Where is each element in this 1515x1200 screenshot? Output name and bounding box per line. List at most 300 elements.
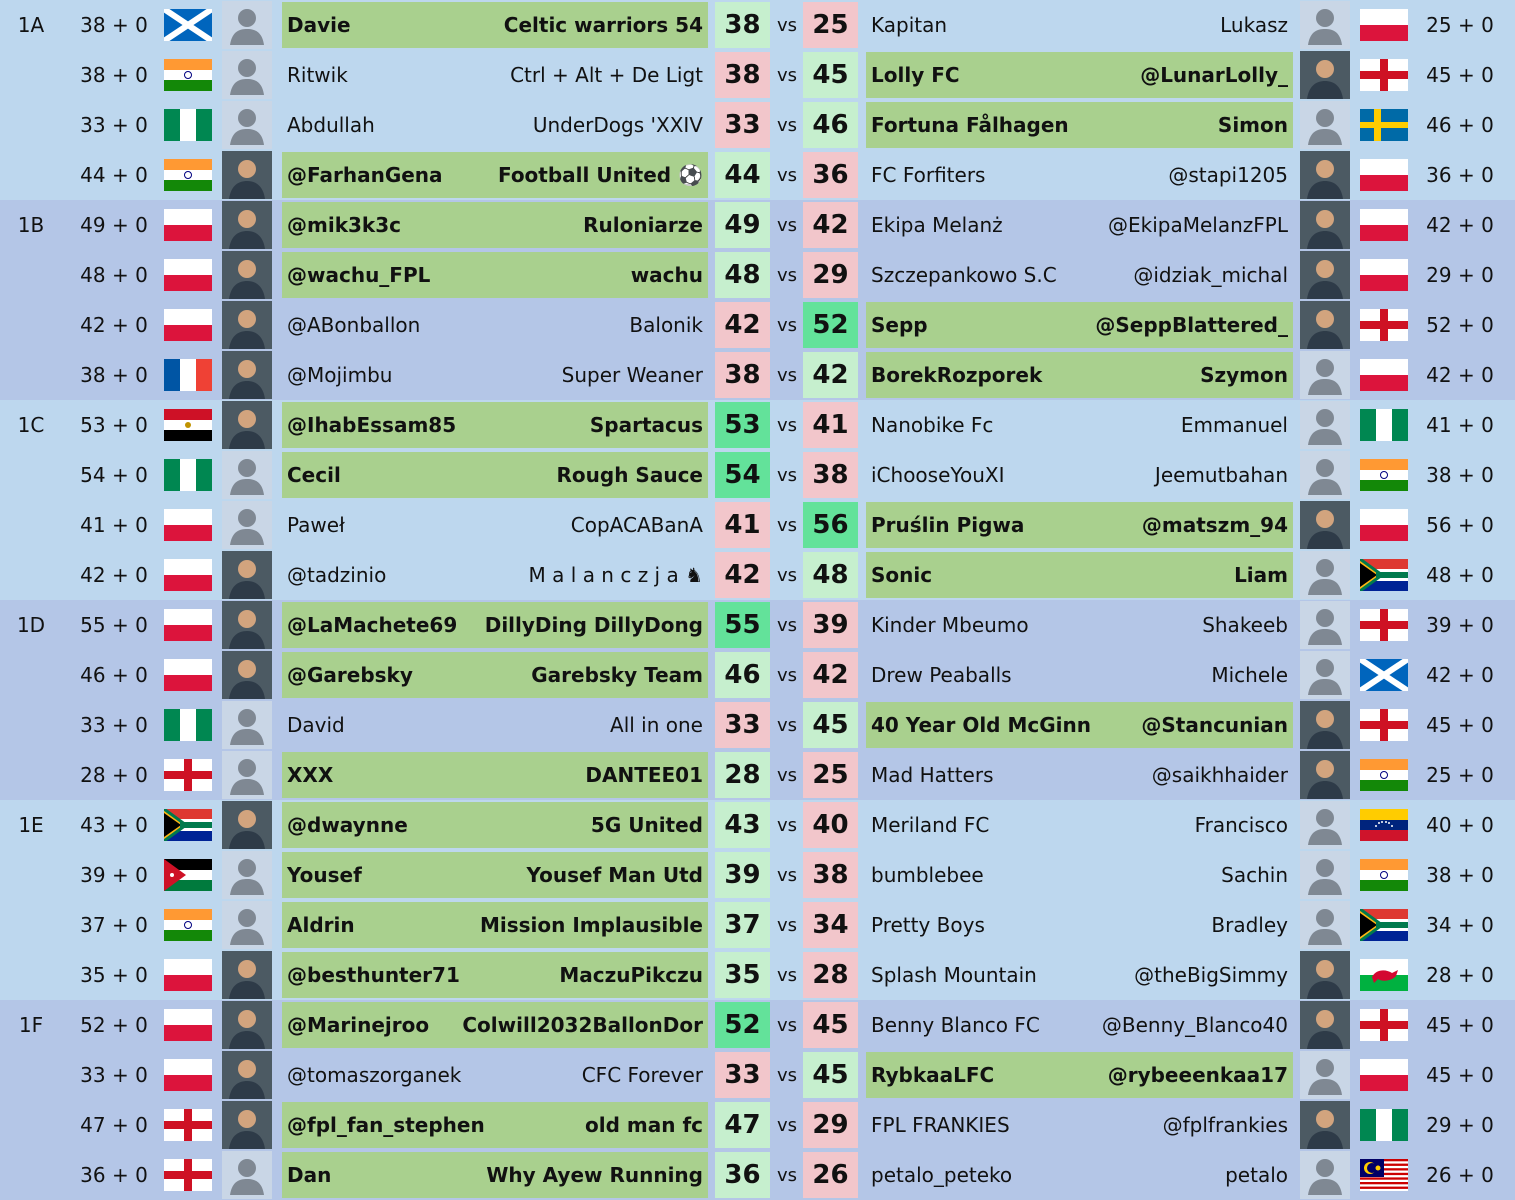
away-team-name: Pruślin Pigwa [871, 513, 1025, 537]
home-flag-nigeria [164, 109, 212, 141]
away-manager-name: @rybeeenkaa17 [1107, 1063, 1288, 1087]
home-entry[interactable] [282, 352, 708, 398]
home-manager-name: Yousef [287, 863, 362, 887]
away-flag-poland [1360, 259, 1408, 291]
home-points: 33 [715, 1052, 770, 1098]
away-flag-poland [1360, 359, 1408, 391]
home-team-name: Ctrl + Alt + De Ligt [510, 63, 703, 87]
home-points: 28 [715, 752, 770, 798]
home-default-avatar-icon [222, 701, 272, 749]
home-points: 55 [715, 602, 770, 648]
match-row [0, 0, 1515, 50]
home-total-score: 38 + 0 [80, 363, 148, 387]
home-total-score: 52 + 0 [80, 1013, 148, 1037]
home-manager-name: @tadzinio [287, 563, 387, 587]
vs-label: vs [776, 164, 798, 186]
away-photo-avatar [1300, 951, 1350, 999]
away-default-avatar-icon [1300, 401, 1350, 449]
group-label: 1B [17, 213, 45, 237]
home-team-name: Super Weaner [561, 363, 703, 387]
home-default-avatar-icon [222, 501, 272, 549]
away-manager-name: @LunarLolly_ [1140, 63, 1288, 87]
match-row [0, 700, 1515, 750]
match-row [0, 650, 1515, 700]
home-flag-poland [164, 959, 212, 991]
group-label [0, 950, 62, 1000]
away-flag-england [1360, 309, 1408, 341]
home-default-avatar-icon [222, 1151, 272, 1199]
away-team-name: Kinder Mbeumo [871, 613, 1029, 637]
away-flag-malaysia [1360, 1159, 1408, 1191]
home-total-score: 33 + 0 [80, 1063, 148, 1087]
away-entry[interactable] [866, 1102, 1293, 1148]
away-total-score: 39 + 0 [1426, 613, 1494, 637]
away-manager-name: Bradley [1211, 913, 1288, 937]
home-team-name: Colwill2032BallonDor [462, 1013, 703, 1037]
home-entry[interactable] [282, 402, 708, 448]
home-team-name: CFC Forever [581, 1063, 703, 1087]
home-photo-avatar [222, 201, 272, 249]
home-team-name: wachu [630, 263, 703, 287]
home-total-score: 55 + 0 [80, 613, 148, 637]
home-entry[interactable] [282, 52, 708, 98]
away-manager-name: @fplfrankies [1162, 1113, 1288, 1137]
home-points: 33 [715, 102, 770, 148]
away-photo-avatar [1300, 751, 1350, 799]
vs-label: vs [776, 314, 798, 336]
vs-label: vs [776, 14, 798, 36]
match-row [0, 150, 1515, 200]
home-flag-jordan [164, 859, 212, 891]
away-manager-name: @matszm_94 [1141, 513, 1288, 537]
away-points: 42 [803, 652, 858, 698]
home-flag-south-africa [164, 809, 212, 841]
home-entry[interactable] [282, 952, 708, 998]
away-flag-south-africa [1360, 559, 1408, 591]
away-entry[interactable] [866, 602, 1293, 648]
group-label: 1A [17, 13, 45, 37]
home-entry[interactable] [282, 1152, 708, 1198]
home-entry[interactable] [282, 452, 708, 498]
home-entry[interactable] [282, 502, 708, 548]
away-entry[interactable] [866, 202, 1293, 248]
away-points: 38 [803, 452, 858, 498]
home-flag-india [164, 909, 212, 941]
home-manager-name: @tomaszorganek [287, 1063, 462, 1087]
away-entry[interactable] [866, 102, 1293, 148]
away-flag-south-africa [1360, 909, 1408, 941]
group-label [0, 650, 62, 700]
away-team-name: Sepp [871, 313, 928, 337]
away-default-avatar-icon [1300, 551, 1350, 599]
away-points: 56 [803, 502, 858, 548]
away-flag-nigeria [1360, 1109, 1408, 1141]
home-photo-avatar [222, 301, 272, 349]
vs-label: vs [776, 1164, 798, 1186]
away-flag-sweden [1360, 109, 1408, 141]
home-photo-avatar [222, 251, 272, 299]
away-flag-poland [1360, 209, 1408, 241]
home-points: 39 [715, 852, 770, 898]
away-entry[interactable] [866, 902, 1293, 948]
away-manager-name: Sachin [1221, 863, 1288, 887]
away-manager-name: Liam [1234, 563, 1288, 587]
home-team-name: Why Ayew Running [486, 1163, 703, 1187]
vs-label: vs [776, 514, 798, 536]
home-manager-name: @FarhanGena [287, 163, 443, 187]
home-manager-name: @fpl_fan_stephen [287, 1113, 485, 1137]
match-row [0, 800, 1515, 850]
match-row [0, 350, 1515, 400]
group-label [0, 250, 62, 300]
home-photo-avatar [222, 801, 272, 849]
away-manager-name: Emmanuel [1180, 413, 1288, 437]
home-entry[interactable] [282, 302, 708, 348]
home-points: 47 [715, 1102, 770, 1148]
match-row [0, 400, 1515, 450]
away-entry[interactable] [866, 252, 1293, 298]
group-label [0, 1100, 62, 1150]
home-flag-poland [164, 1059, 212, 1091]
home-total-score: 35 + 0 [80, 963, 148, 987]
match-row [0, 600, 1515, 650]
away-total-score: 45 + 0 [1426, 63, 1494, 87]
away-manager-name: Shakeeb [1202, 613, 1288, 637]
home-team-name: MaczuPikczu [559, 963, 703, 987]
group-label [0, 150, 62, 200]
away-photo-avatar [1300, 1001, 1350, 1049]
group-label [0, 50, 62, 100]
away-total-score: 29 + 0 [1426, 263, 1494, 287]
match-row [0, 750, 1515, 800]
away-entry[interactable] [866, 502, 1293, 548]
away-photo-avatar [1300, 301, 1350, 349]
away-team-name: Lolly FC [871, 63, 960, 87]
away-points: 25 [803, 2, 858, 48]
away-entry[interactable] [866, 702, 1293, 748]
home-photo-avatar [222, 1001, 272, 1049]
away-manager-name: @stapi1205 [1168, 163, 1288, 187]
away-entry[interactable] [866, 852, 1293, 898]
home-entry[interactable] [282, 1052, 708, 1098]
home-entry[interactable] [282, 752, 708, 798]
away-entry[interactable] [866, 302, 1293, 348]
home-manager-name: Davie [287, 13, 351, 37]
match-row [0, 100, 1515, 150]
away-entry[interactable] [866, 802, 1293, 848]
away-flag-india [1360, 859, 1408, 891]
away-team-name: Drew Peaballs [871, 663, 1012, 687]
away-entry[interactable] [866, 652, 1293, 698]
match-row [0, 950, 1515, 1000]
home-points: 38 [715, 52, 770, 98]
home-total-score: 49 + 0 [80, 213, 148, 237]
away-entry[interactable] [866, 152, 1293, 198]
away-total-score: 40 + 0 [1426, 813, 1494, 837]
away-photo-avatar [1300, 51, 1350, 99]
match-row [0, 300, 1515, 350]
away-total-score: 41 + 0 [1426, 413, 1494, 437]
home-entry[interactable] [282, 802, 708, 848]
match-row [0, 450, 1515, 500]
away-total-score: 45 + 0 [1426, 1013, 1494, 1037]
group-label [0, 700, 62, 750]
away-entry[interactable] [866, 2, 1293, 48]
away-points: 48 [803, 552, 858, 598]
away-photo-avatar [1300, 1101, 1350, 1149]
home-team-name: All in one [610, 713, 703, 737]
home-default-avatar-icon [222, 851, 272, 899]
vs-label: vs [776, 764, 798, 786]
away-default-avatar-icon [1300, 801, 1350, 849]
away-team-name: Splash Mountain [871, 963, 1037, 987]
home-entry[interactable] [282, 202, 708, 248]
home-team-name: DillyDing DillyDong [484, 613, 703, 637]
home-team-name: Mission Implausible [479, 913, 703, 937]
home-manager-name: @LaMachete69 [287, 613, 458, 637]
home-manager-name: @dwaynne [287, 813, 408, 837]
away-flag-venezuela [1360, 809, 1408, 841]
away-team-name: Benny Blanco FC [871, 1013, 1040, 1037]
home-manager-name: XXX [287, 763, 334, 787]
home-entry[interactable] [282, 602, 708, 648]
home-points: 43 [715, 802, 770, 848]
vs-label: vs [776, 564, 798, 586]
home-total-score: 46 + 0 [80, 663, 148, 687]
home-entry[interactable] [282, 152, 708, 198]
away-points: 45 [803, 52, 858, 98]
away-flag-poland [1360, 509, 1408, 541]
group-label [0, 550, 62, 600]
away-entry[interactable] [866, 352, 1293, 398]
away-manager-name: Szymon [1200, 363, 1288, 387]
home-entry[interactable] [282, 852, 708, 898]
home-default-avatar-icon [222, 451, 272, 499]
vs-label: vs [776, 1014, 798, 1036]
home-flag-poland [164, 609, 212, 641]
home-team-name: M a l a n c z j a ♞ [528, 563, 703, 587]
away-entry[interactable] [866, 402, 1293, 448]
away-manager-name: @Benny_Blanco40 [1101, 1013, 1288, 1037]
home-flag-poland [164, 559, 212, 591]
home-total-score: 38 + 0 [80, 63, 148, 87]
home-points: 52 [715, 1002, 770, 1048]
home-photo-avatar [222, 651, 272, 699]
home-photo-avatar [222, 151, 272, 199]
home-flag-poland [164, 659, 212, 691]
away-points: 29 [803, 252, 858, 298]
group-label: 1E [18, 813, 44, 837]
match-row [0, 200, 1515, 250]
away-manager-name: Jeemutbahan [1154, 463, 1288, 487]
match-row [0, 500, 1515, 550]
group-label [0, 100, 62, 150]
away-total-score: 26 + 0 [1426, 1163, 1494, 1187]
away-entry[interactable] [866, 952, 1293, 998]
away-entry[interactable] [866, 552, 1293, 598]
home-entry[interactable] [282, 2, 708, 48]
home-photo-avatar [222, 351, 272, 399]
home-manager-name: @mik3k3c [287, 213, 401, 237]
home-team-name: Yousef Man Utd [526, 863, 703, 887]
match-row [0, 550, 1515, 600]
away-team-name: Szczepankowo S.C [871, 263, 1057, 287]
home-team-name: Ruloniarze [583, 213, 703, 237]
home-flag-england [164, 1109, 212, 1141]
home-photo-avatar [222, 551, 272, 599]
home-entry[interactable] [282, 902, 708, 948]
away-default-avatar-icon [1300, 601, 1350, 649]
away-entry[interactable] [866, 52, 1293, 98]
away-entry[interactable] [866, 1152, 1293, 1198]
away-total-score: 25 + 0 [1426, 13, 1494, 37]
home-manager-name: @Mojimbu [287, 363, 393, 387]
away-flag-england [1360, 59, 1408, 91]
home-entry[interactable] [282, 702, 708, 748]
home-total-score: 33 + 0 [80, 713, 148, 737]
away-team-name: petalo_peteko [871, 1163, 1013, 1187]
vs-label: vs [776, 414, 798, 436]
away-flag-nigeria [1360, 409, 1408, 441]
away-manager-name: Michele [1211, 663, 1288, 687]
away-default-avatar-icon [1300, 451, 1350, 499]
away-photo-avatar [1300, 701, 1350, 749]
away-points: 40 [803, 802, 858, 848]
away-flag-poland [1360, 1059, 1408, 1091]
away-flag-scotland [1360, 659, 1408, 691]
home-flag-poland [164, 1009, 212, 1041]
home-team-name: Garebsky Team [531, 663, 703, 687]
home-points: 38 [715, 2, 770, 48]
home-entry[interactable] [282, 102, 708, 148]
group-label [0, 1150, 62, 1200]
home-flag-poland [164, 509, 212, 541]
home-default-avatar-icon [222, 101, 272, 149]
away-points: 45 [803, 1002, 858, 1048]
home-flag-poland [164, 309, 212, 341]
home-entry[interactable] [282, 1102, 708, 1148]
vs-label: vs [776, 64, 798, 86]
home-manager-name: @Marinejroo [287, 1013, 430, 1037]
home-total-score: 28 + 0 [80, 763, 148, 787]
away-flag-india [1360, 759, 1408, 791]
home-photo-avatar [222, 401, 272, 449]
away-entry[interactable] [866, 1052, 1293, 1098]
away-team-name: RybkaaLFC [871, 1063, 995, 1087]
away-total-score: 42 + 0 [1426, 213, 1494, 237]
home-total-score: 54 + 0 [80, 463, 148, 487]
home-total-score: 41 + 0 [80, 513, 148, 537]
home-manager-name: @Garebsky [287, 663, 413, 687]
away-points: 42 [803, 352, 858, 398]
vs-label: vs [776, 464, 798, 486]
home-photo-avatar [222, 1101, 272, 1149]
away-total-score: 48 + 0 [1426, 563, 1494, 587]
match-row [0, 1050, 1515, 1100]
home-total-score: 44 + 0 [80, 163, 148, 187]
away-points: 52 [803, 302, 858, 348]
home-manager-name: @wachu_FPL [287, 263, 431, 287]
home-flag-nigeria [164, 459, 212, 491]
away-flag-poland [1360, 159, 1408, 191]
home-total-score: 43 + 0 [80, 813, 148, 837]
home-points: 35 [715, 952, 770, 998]
away-photo-avatar [1300, 501, 1350, 549]
away-default-avatar-icon [1300, 901, 1350, 949]
away-default-avatar-icon [1300, 1051, 1350, 1099]
away-manager-name: @idziak_michal [1133, 263, 1288, 287]
away-entry[interactable] [866, 752, 1293, 798]
home-entry[interactable] [282, 1002, 708, 1048]
away-flag-england [1360, 1009, 1408, 1041]
home-manager-name: Abdullah [287, 113, 375, 137]
home-flag-india [164, 59, 212, 91]
match-row [0, 900, 1515, 950]
away-manager-name: @Stancunian [1141, 713, 1288, 737]
away-points: 25 [803, 752, 858, 798]
group-label [0, 850, 62, 900]
away-manager-name: petalo [1225, 1163, 1288, 1187]
home-photo-avatar [222, 1051, 272, 1099]
away-flag-poland [1360, 9, 1408, 41]
home-points: 36 [715, 1152, 770, 1198]
home-entry[interactable] [282, 252, 708, 298]
away-default-avatar-icon [1300, 651, 1350, 699]
vs-label: vs [776, 714, 798, 736]
away-manager-name: Simon [1217, 113, 1288, 137]
vs-label: vs [776, 364, 798, 386]
away-total-score: 45 + 0 [1426, 713, 1494, 737]
group-label [0, 500, 62, 550]
vs-label: vs [776, 864, 798, 886]
away-total-score: 42 + 0 [1426, 663, 1494, 687]
home-entry[interactable] [282, 552, 708, 598]
home-total-score: 42 + 0 [80, 563, 148, 587]
match-row [0, 850, 1515, 900]
group-label: 1C [17, 413, 45, 437]
away-team-name: Sonic [871, 563, 933, 587]
away-entry[interactable] [866, 452, 1293, 498]
away-total-score: 52 + 0 [1426, 313, 1494, 337]
home-team-name: Football United ⚽ [497, 163, 703, 187]
home-flag-nigeria [164, 709, 212, 741]
home-total-score: 48 + 0 [80, 263, 148, 287]
vs-label: vs [776, 914, 798, 936]
home-manager-name: @IhabEssam85 [287, 413, 457, 437]
away-total-score: 36 + 0 [1426, 163, 1494, 187]
home-team-name: UnderDogs 'XXIV [532, 113, 703, 137]
home-points: 49 [715, 202, 770, 248]
home-points: 42 [715, 302, 770, 348]
away-photo-avatar [1300, 151, 1350, 199]
away-manager-name: @EkipaMelanzFPL [1108, 213, 1288, 237]
home-team-name: Balonik [629, 313, 703, 337]
home-entry[interactable] [282, 652, 708, 698]
away-default-avatar-icon [1300, 1151, 1350, 1199]
group-label: 1F [18, 1013, 44, 1037]
away-points: 28 [803, 952, 858, 998]
match-row [0, 1000, 1515, 1050]
away-flag-england [1360, 709, 1408, 741]
group-label [0, 450, 62, 500]
home-points: 54 [715, 452, 770, 498]
home-manager-name: Dan [287, 1163, 332, 1187]
away-photo-avatar [1300, 251, 1350, 299]
away-entry[interactable] [866, 1002, 1293, 1048]
home-flag-india [164, 159, 212, 191]
away-team-name: Ekipa Melanż [871, 213, 1003, 237]
group-label [0, 300, 62, 350]
